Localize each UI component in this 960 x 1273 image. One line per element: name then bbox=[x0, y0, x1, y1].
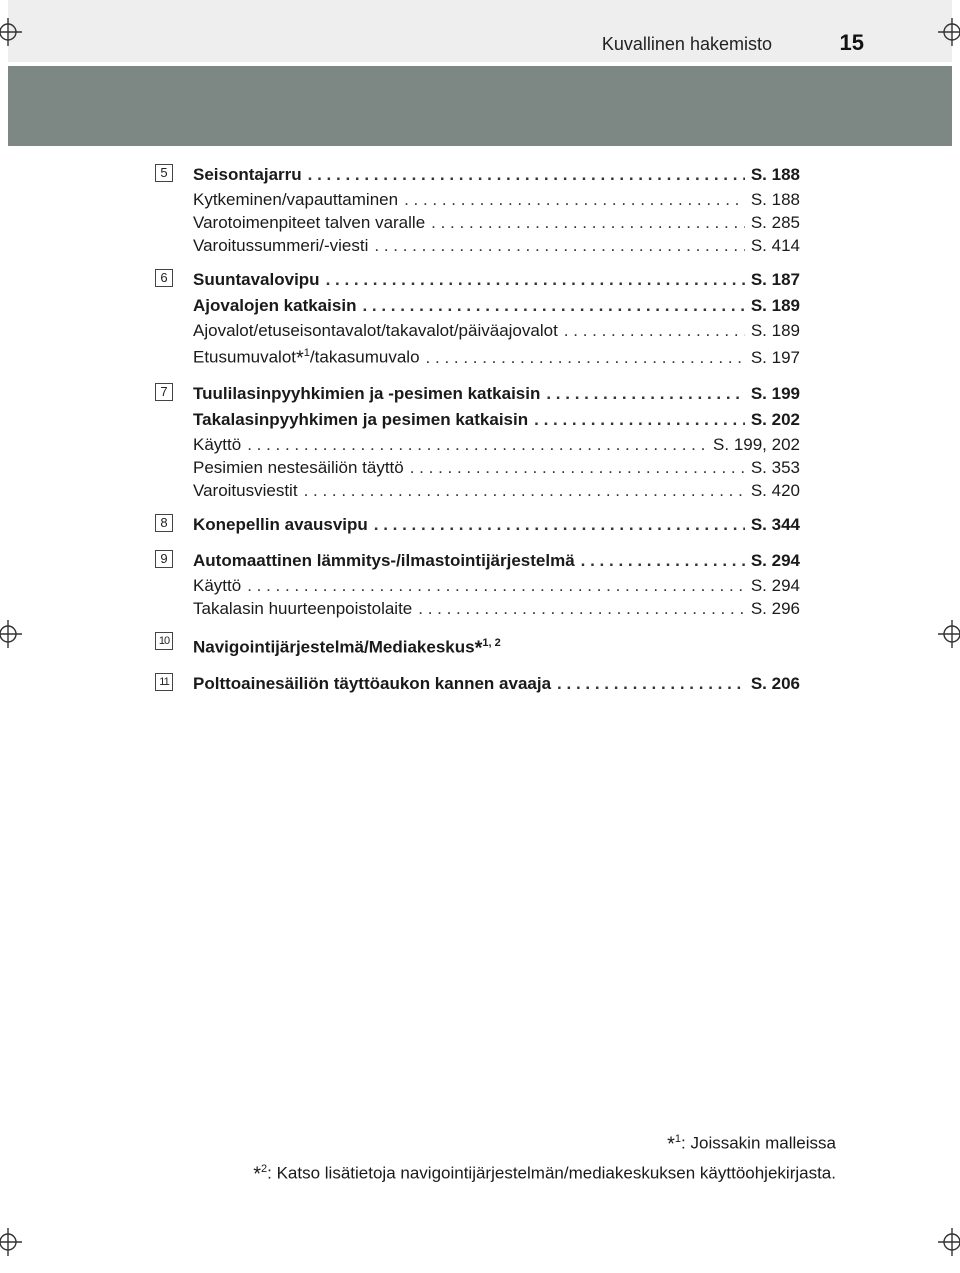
index-entry bbox=[193, 512, 800, 538]
entry-label: Automaattinen lämmitys-/ilmastointijärjestelmä bbox=[193, 550, 575, 570]
entry-label: Varotoimenpiteet talven varalle bbox=[193, 213, 426, 232]
entry-page: S. 197 bbox=[750, 347, 800, 367]
entry-label: Polttoainesäiliön täyttöaukon kannen avaaja bbox=[193, 674, 552, 694]
index-entry bbox=[193, 267, 800, 293]
entry-page: S. 189 bbox=[750, 321, 800, 340]
entry-page: S. 202 bbox=[750, 409, 800, 429]
index-entry bbox=[193, 574, 800, 597]
entry-label-post: /takasumuvalo bbox=[309, 347, 420, 367]
item-number-badge: 5 bbox=[155, 164, 173, 182]
index-entry bbox=[193, 630, 800, 662]
leader-dots bbox=[362, 293, 744, 319]
index-entry bbox=[193, 381, 800, 407]
index-group bbox=[155, 548, 800, 620]
leader-dots bbox=[431, 211, 745, 234]
index-entry bbox=[193, 188, 800, 211]
crop-mark-icon bbox=[0, 1228, 22, 1256]
entry-label-pre: Etusumuvalot bbox=[193, 347, 296, 367]
footnote-mark: 1 bbox=[674, 1133, 682, 1145]
footnote-2 bbox=[253, 1163, 836, 1187]
leader-dots bbox=[546, 381, 744, 407]
leader-dots bbox=[581, 548, 745, 574]
footnote-ref: 1, 2 bbox=[482, 636, 501, 649]
index-entry bbox=[193, 162, 800, 188]
entry-label: Kytkeminen/vapauttaminen bbox=[193, 190, 399, 209]
item-number-badge: 11 bbox=[155, 673, 173, 691]
crop-mark-icon bbox=[938, 18, 960, 46]
footnote-mark: 2 bbox=[261, 1163, 268, 1175]
item-number-badge: 8 bbox=[155, 514, 173, 532]
entry-page: S. 188 bbox=[750, 190, 800, 209]
entry-label: Varoitusviestit bbox=[193, 480, 298, 500]
asterisk-mark: * bbox=[253, 1163, 262, 1186]
section-title: Kuvallinen hakemisto bbox=[601, 34, 772, 54]
entry-page: S. 187 bbox=[750, 270, 800, 289]
entry-label-text: Navigointijärjestelmä/Mediakeskus bbox=[193, 637, 475, 657]
entry-label: Käyttö bbox=[193, 434, 242, 454]
index-entry bbox=[193, 342, 800, 371]
entry-label bbox=[193, 630, 501, 662]
index-entry bbox=[193, 548, 800, 574]
footnote-ref: 1 bbox=[303, 347, 310, 359]
leader-dots bbox=[247, 433, 707, 456]
leader-dots bbox=[557, 671, 745, 697]
index-group bbox=[155, 512, 800, 538]
entry-page: S. 414 bbox=[750, 236, 800, 255]
item-number-badge: 7 bbox=[155, 383, 173, 401]
entry-page: S. 294 bbox=[750, 575, 800, 595]
entry-page: S. 296 bbox=[750, 598, 800, 618]
entry-page: S. 344 bbox=[750, 514, 800, 534]
index-entry bbox=[193, 479, 800, 502]
footnote-1 bbox=[667, 1133, 836, 1157]
asterisk-mark: * bbox=[667, 1133, 675, 1156]
entry-label: Suuntavalovipu bbox=[193, 270, 320, 289]
entry-label: Tuulilasinpyyhkimien ja -pesimen katkaisin bbox=[193, 383, 541, 403]
crop-mark-icon bbox=[0, 18, 22, 46]
index-list bbox=[155, 162, 800, 707]
entry-page: S. 188 bbox=[750, 165, 800, 184]
index-group bbox=[155, 381, 800, 502]
leader-dots bbox=[426, 346, 745, 369]
crop-mark-icon bbox=[0, 620, 22, 648]
entry-page: S. 189 bbox=[750, 296, 800, 315]
item-number-badge: 10 bbox=[155, 632, 173, 650]
index-entry bbox=[193, 211, 800, 234]
entry-label: Seisontajarru bbox=[193, 165, 302, 184]
index-group bbox=[155, 267, 800, 371]
entry-page: S. 199, 202 bbox=[713, 434, 800, 454]
entry-page: S. 206 bbox=[750, 674, 800, 694]
leader-dots bbox=[247, 574, 745, 597]
leader-dots bbox=[374, 234, 744, 257]
asterisk-mark: * bbox=[296, 347, 304, 370]
entry-label: Takalasin huurteenpoistolaite bbox=[193, 598, 413, 618]
leader-dots bbox=[404, 188, 745, 211]
crop-mark-icon bbox=[938, 620, 960, 648]
index-entry bbox=[193, 234, 800, 257]
leader-dots bbox=[410, 456, 745, 479]
leader-dots bbox=[374, 512, 745, 538]
leader-dots bbox=[304, 479, 745, 502]
page-number: 15 bbox=[839, 30, 864, 55]
index-entry bbox=[193, 433, 800, 456]
entry-label: Ajovalojen katkaisin bbox=[193, 296, 357, 315]
section-banner bbox=[8, 66, 952, 146]
index-group bbox=[155, 162, 800, 257]
index-group bbox=[155, 630, 800, 662]
asterisk-mark: * bbox=[474, 637, 483, 660]
entry-label: Käyttö bbox=[193, 575, 242, 595]
footnote-text: : Katso lisätietoja navigointijärjestelmän/mediakeskuksen käyttöohjekirjasta. bbox=[267, 1163, 836, 1183]
entry-page: S. 353 bbox=[750, 457, 800, 477]
item-number-badge: 6 bbox=[155, 269, 173, 287]
entry-label: Pesimien nestesäiliön täyttö bbox=[193, 457, 404, 477]
crop-mark-icon bbox=[938, 1228, 960, 1256]
entry-label bbox=[193, 342, 420, 371]
item-number-badge: 9 bbox=[155, 550, 173, 568]
index-entry bbox=[193, 456, 800, 479]
leader-dots bbox=[534, 407, 745, 433]
index-entry bbox=[193, 319, 800, 342]
entry-label: Varoitussummeri/-viesti bbox=[193, 236, 369, 255]
entry-label: Ajovalot/etuseisontavalot/takavalot/päiväajovalot bbox=[193, 321, 558, 340]
leader-dots bbox=[564, 319, 745, 342]
header-bar bbox=[8, 0, 952, 62]
index-entry bbox=[193, 597, 800, 620]
leader-dots bbox=[326, 267, 745, 293]
entry-page: S. 199 bbox=[750, 383, 800, 403]
footnote-text: : Joissakin malleissa bbox=[681, 1133, 836, 1153]
entry-label: Takalasinpyyhkimen ja pesimen katkaisin bbox=[193, 409, 529, 429]
index-group bbox=[155, 671, 800, 697]
leader-dots bbox=[308, 162, 745, 188]
entry-page: S. 285 bbox=[750, 213, 800, 232]
index-entry bbox=[193, 671, 800, 697]
leader-dots bbox=[418, 597, 745, 620]
entry-page: S. 294 bbox=[750, 550, 800, 570]
index-entry bbox=[193, 293, 800, 319]
entry-label: Konepellin avausvipu bbox=[193, 514, 368, 534]
entry-page: S. 420 bbox=[750, 480, 800, 500]
index-entry bbox=[193, 407, 800, 433]
